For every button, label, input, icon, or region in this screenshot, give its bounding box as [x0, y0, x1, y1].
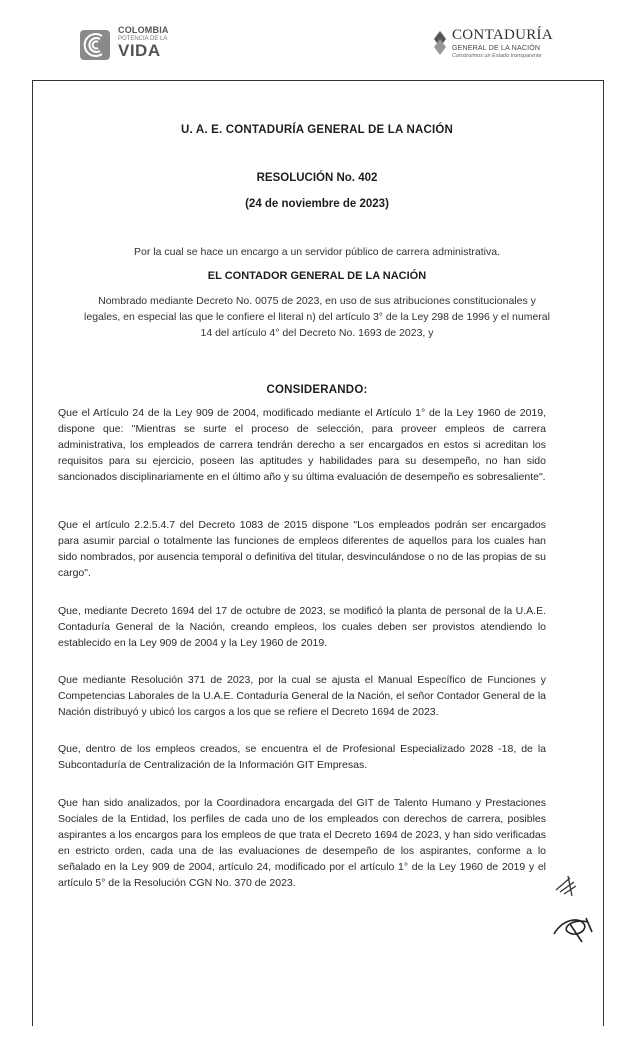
considerando-paragraph-2: Que el artículo 2.2.5.4.7 del Decreto 1083 de 2015 dispone "Los empleados podrán ser encargados para asumir parcial o totalmente las funciones de empleos diferentes de aquellos para los cuales han sido nombrados, por ausencia temporal o definitiva del titular, desvinculándose o no de las propias de su cargo".: [58, 519, 546, 580]
signer-title: EL CONTADOR GENERAL DE LA NACIÓN: [207, 270, 427, 282]
logo-contaduria-sub: GENERAL DE LA NACIÓN: [452, 45, 541, 52]
logo-vida: VIDA: [118, 41, 161, 60]
resolution-date: (24 de noviembre de 2023): [245, 198, 389, 210]
considerando-paragraph-6: Que han sido analizados, por la Coordinadora encargada del GIT de Talento Humano y Prestaciones Sociales de la Entidad, los perfiles de cada uno de los empleados con derechos de carrera, posibles aspirantes a los encargos para los empleos de que trata el Decreto 1694 de 2023, y han sido verificadas en estricto orden, cada una de las evaluaciones de desempeño de los aspirantes, conforme a lo señalado en la Ley 909 de 2004, artículo 24, modificado por el artículo 1° de la Ley 1960 de 2019 y el artículo 5° de la Resolución CGN No. 370 de 2023.: [58, 797, 546, 890]
logo-tagline: POTENCIA DE LA: [118, 36, 168, 42]
considerando-paragraph-4: Que mediante Resolución 371 de 2023, por la cual se ajusta el Manual Específico de Funciones y Competencias Laborales de la U.A.E. Contaduría General de la Nación, el señor Contador General de la Nación distribuyó y ubicó los cargos a los que se refiere el Decreto 1694 de 2023.: [58, 674, 546, 719]
considerando-paragraph-3: Que, mediante Decreto 1694 del 17 de octubre de 2023, se modificó la planta de personal de la U.A.E. Contaduría General de la Nación, creando empleos, los cuales deben ser provistos atendiendo lo establecido en la Ley 909 de 2004 y la Ley 1960 de 2019.: [58, 605, 546, 650]
contaduria-logo: [432, 28, 562, 64]
appointment-text: Nombrado mediante Decreto No. 0075 de 2023, en uso de sus atribuciones constitucionales y legales, en especial las que le confiere el literal n) del artículo 3° de la Ley 298 de 1996 y el numeral 14 del artículo 4° del Decreto No. 1693 de 2023, y: [84, 295, 550, 339]
resolution-number: RESOLUCIÓN No. 402: [256, 172, 378, 184]
considerando-paragraph-5: Que, dentro de los empleos creados, se encuentra el de Profesional Especializado 2028 -18, de la Subcontaduría de Centralización de la Información GIT Empresas.: [58, 743, 546, 772]
handwritten-initials: [548, 872, 598, 944]
considering-heading: CONSIDERANDO:: [266, 384, 368, 396]
logo-contaduria-slogan: Construimos un Estado transparente: [452, 53, 542, 59]
colombia-logo-icon: [80, 28, 114, 62]
entity-heading: U. A. E. CONTADURÍA GENERAL DE LA NACIÓN: [180, 124, 454, 136]
considerando-paragraph-1: Que el Artículo 24 de la Ley 909 de 2004, modificado mediante el Artículo 1° de la Ley 1960 de 2019, dispone que: "Mientras se surte el proceso de selección, para proveer empleos de carrera administrativa, los empleados de carrera tendrán derecho a ser encargados en estos si acreditan los requisitos para su ejercicio, poseen las aptitudes y habilidades para su desempeño, no han sido sancionados disciplinariamente en el último año y su última evaluación de desempeño es sobresaliente".: [58, 407, 546, 484]
logo-country: COLOMBIA: [118, 25, 169, 35]
colombia-potencia-vida-logo: [80, 26, 190, 64]
resolution-subject: Por la cual se hace un encargo a un servidor público de carrera administrativa.: [134, 246, 500, 258]
contaduria-emblem-icon: [432, 30, 448, 56]
logo-contaduria-name: CONTADURÍA: [452, 27, 553, 43]
